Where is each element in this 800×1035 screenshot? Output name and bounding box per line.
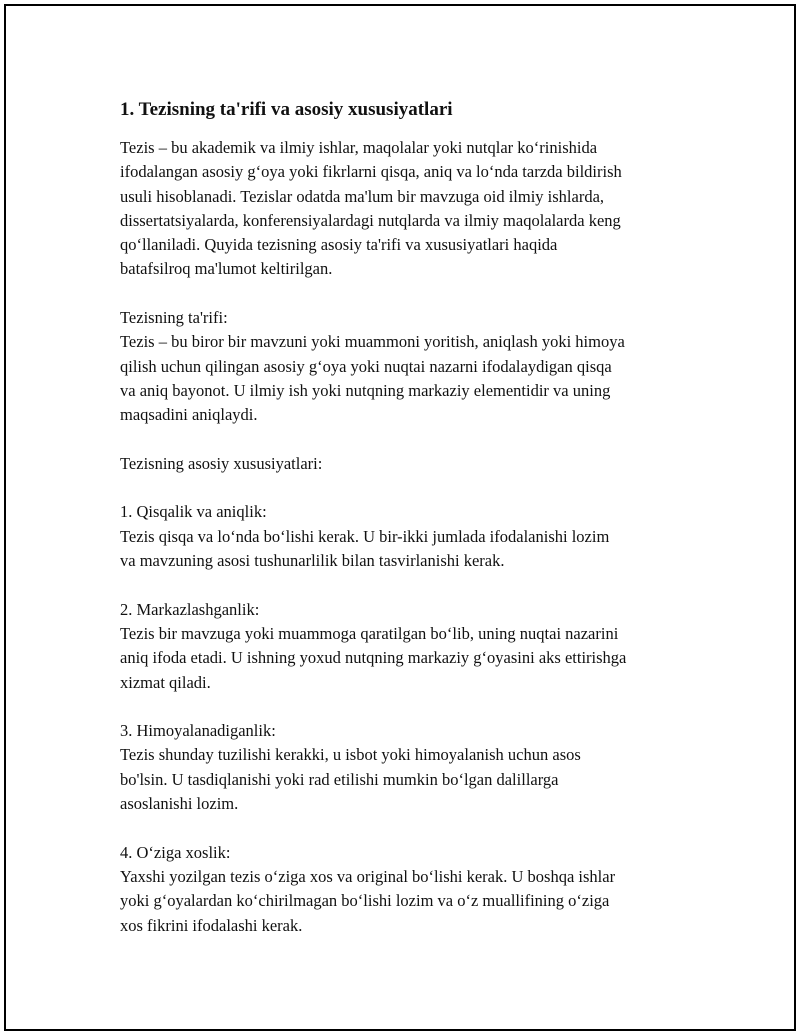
text-line: ifodalangan asosiy g‘oya yoki fikrlarni qisqa, aniq va lo‘nda tarzda bildirish [120, 162, 622, 182]
text-line: Tezis – bu biror bir mavzuni yoki muammoni yoritish, aniqlash yoki himoya [120, 332, 625, 352]
text-line: usuli hisoblanadi. Tezislar odatda ma'lum bir mavzuga oid ilmiy ishlarda, [120, 186, 605, 206]
intro-paragraph [120, 136, 710, 282]
text-line: qo‘llaniladi. Quyida tezisning asosiy ta'rifi va xususiyatlari haqida [120, 235, 558, 255]
text-line: batafsilroq ma'lumot keltirilgan. [120, 259, 333, 279]
feature-heading: 4. O‘ziga xoslik: [120, 842, 231, 862]
section-title: 1. Tezisning ta'rifi va asosiy xususiyatlari [120, 99, 453, 120]
feature-item-3 [120, 719, 710, 816]
feature-item-4 [120, 841, 710, 938]
feature-item-2 [120, 598, 710, 695]
text-line: Tezis shunday tuzilishi kerakki, u isbot yoki himoyalanish uchun asos [120, 745, 581, 765]
text-line: bo'lsin. U tasdiqlanishi yoki rad etilishi mumkin bo‘lgan dalillarga [120, 769, 559, 789]
feature-heading: 3. Himoyalanadiganlik: [120, 721, 276, 741]
text-line: Yaxshi yozilgan tezis o‘ziga xos va original bo‘lishi kerak. U boshqa ishlar [120, 866, 616, 886]
text-line: yoki g‘oyalardan ko‘chirilmagan bo‘lishi lozim va o‘z muallifining o‘ziga [120, 891, 610, 911]
definition-paragraph [120, 306, 710, 427]
feature-item-1 [120, 500, 710, 573]
features-heading-paragraph [120, 452, 710, 476]
text-line: va mavzuning asosi tushunarlilik bilan tasvirlanishi kerak. [120, 551, 505, 571]
text-line: aniq ifoda etadi. U ishning yoxud nutqning markaziy g‘oyasini aks ettirishga [120, 648, 627, 668]
text-line: Tezis bir mavzuga yoki muammoga qaratilgan bo‘lib, uning nuqtai nazarini [120, 623, 619, 643]
text-line: maqsadini aniqlaydi. [120, 405, 258, 425]
features-heading: Tezisning asosiy xususiyatlari: [120, 453, 323, 473]
definition-heading: Tezisning ta'rifi: [120, 308, 228, 328]
feature-heading: 1. Qisqalik va aniqlik: [120, 502, 267, 522]
text-line: xos fikrini ifodalashi kerak. [120, 915, 303, 935]
text-line: qilish uchun qilingan asosiy g‘oya yoki nuqtai nazarni ifodalaydigan qisqa [120, 356, 612, 376]
text-line: asoslanishi lozim. [120, 794, 239, 814]
text-line: va aniq bayonot. U ilmiy ish yoki nutqning markaziy elementidir va uning [120, 380, 611, 400]
text-line: Tezis qisqa va lo‘nda bo‘lishi kerak. U bir-ikki jumlada ifodalanishi lozim [120, 526, 610, 546]
text-line: dissertatsiyalarda, konferensiyalardagi nutqlarda va ilmiy maqolalarda keng [120, 210, 621, 230]
feature-heading: 2. Markazlashganlik: [120, 599, 260, 619]
document-content [120, 98, 710, 962]
document-page [4, 4, 796, 1031]
text-line: xizmat qiladi. [120, 672, 211, 692]
text-line: Tezis – bu akademik va ilmiy ishlar, maqolalar yoki nutqlar ko‘rinishida [120, 138, 598, 157]
